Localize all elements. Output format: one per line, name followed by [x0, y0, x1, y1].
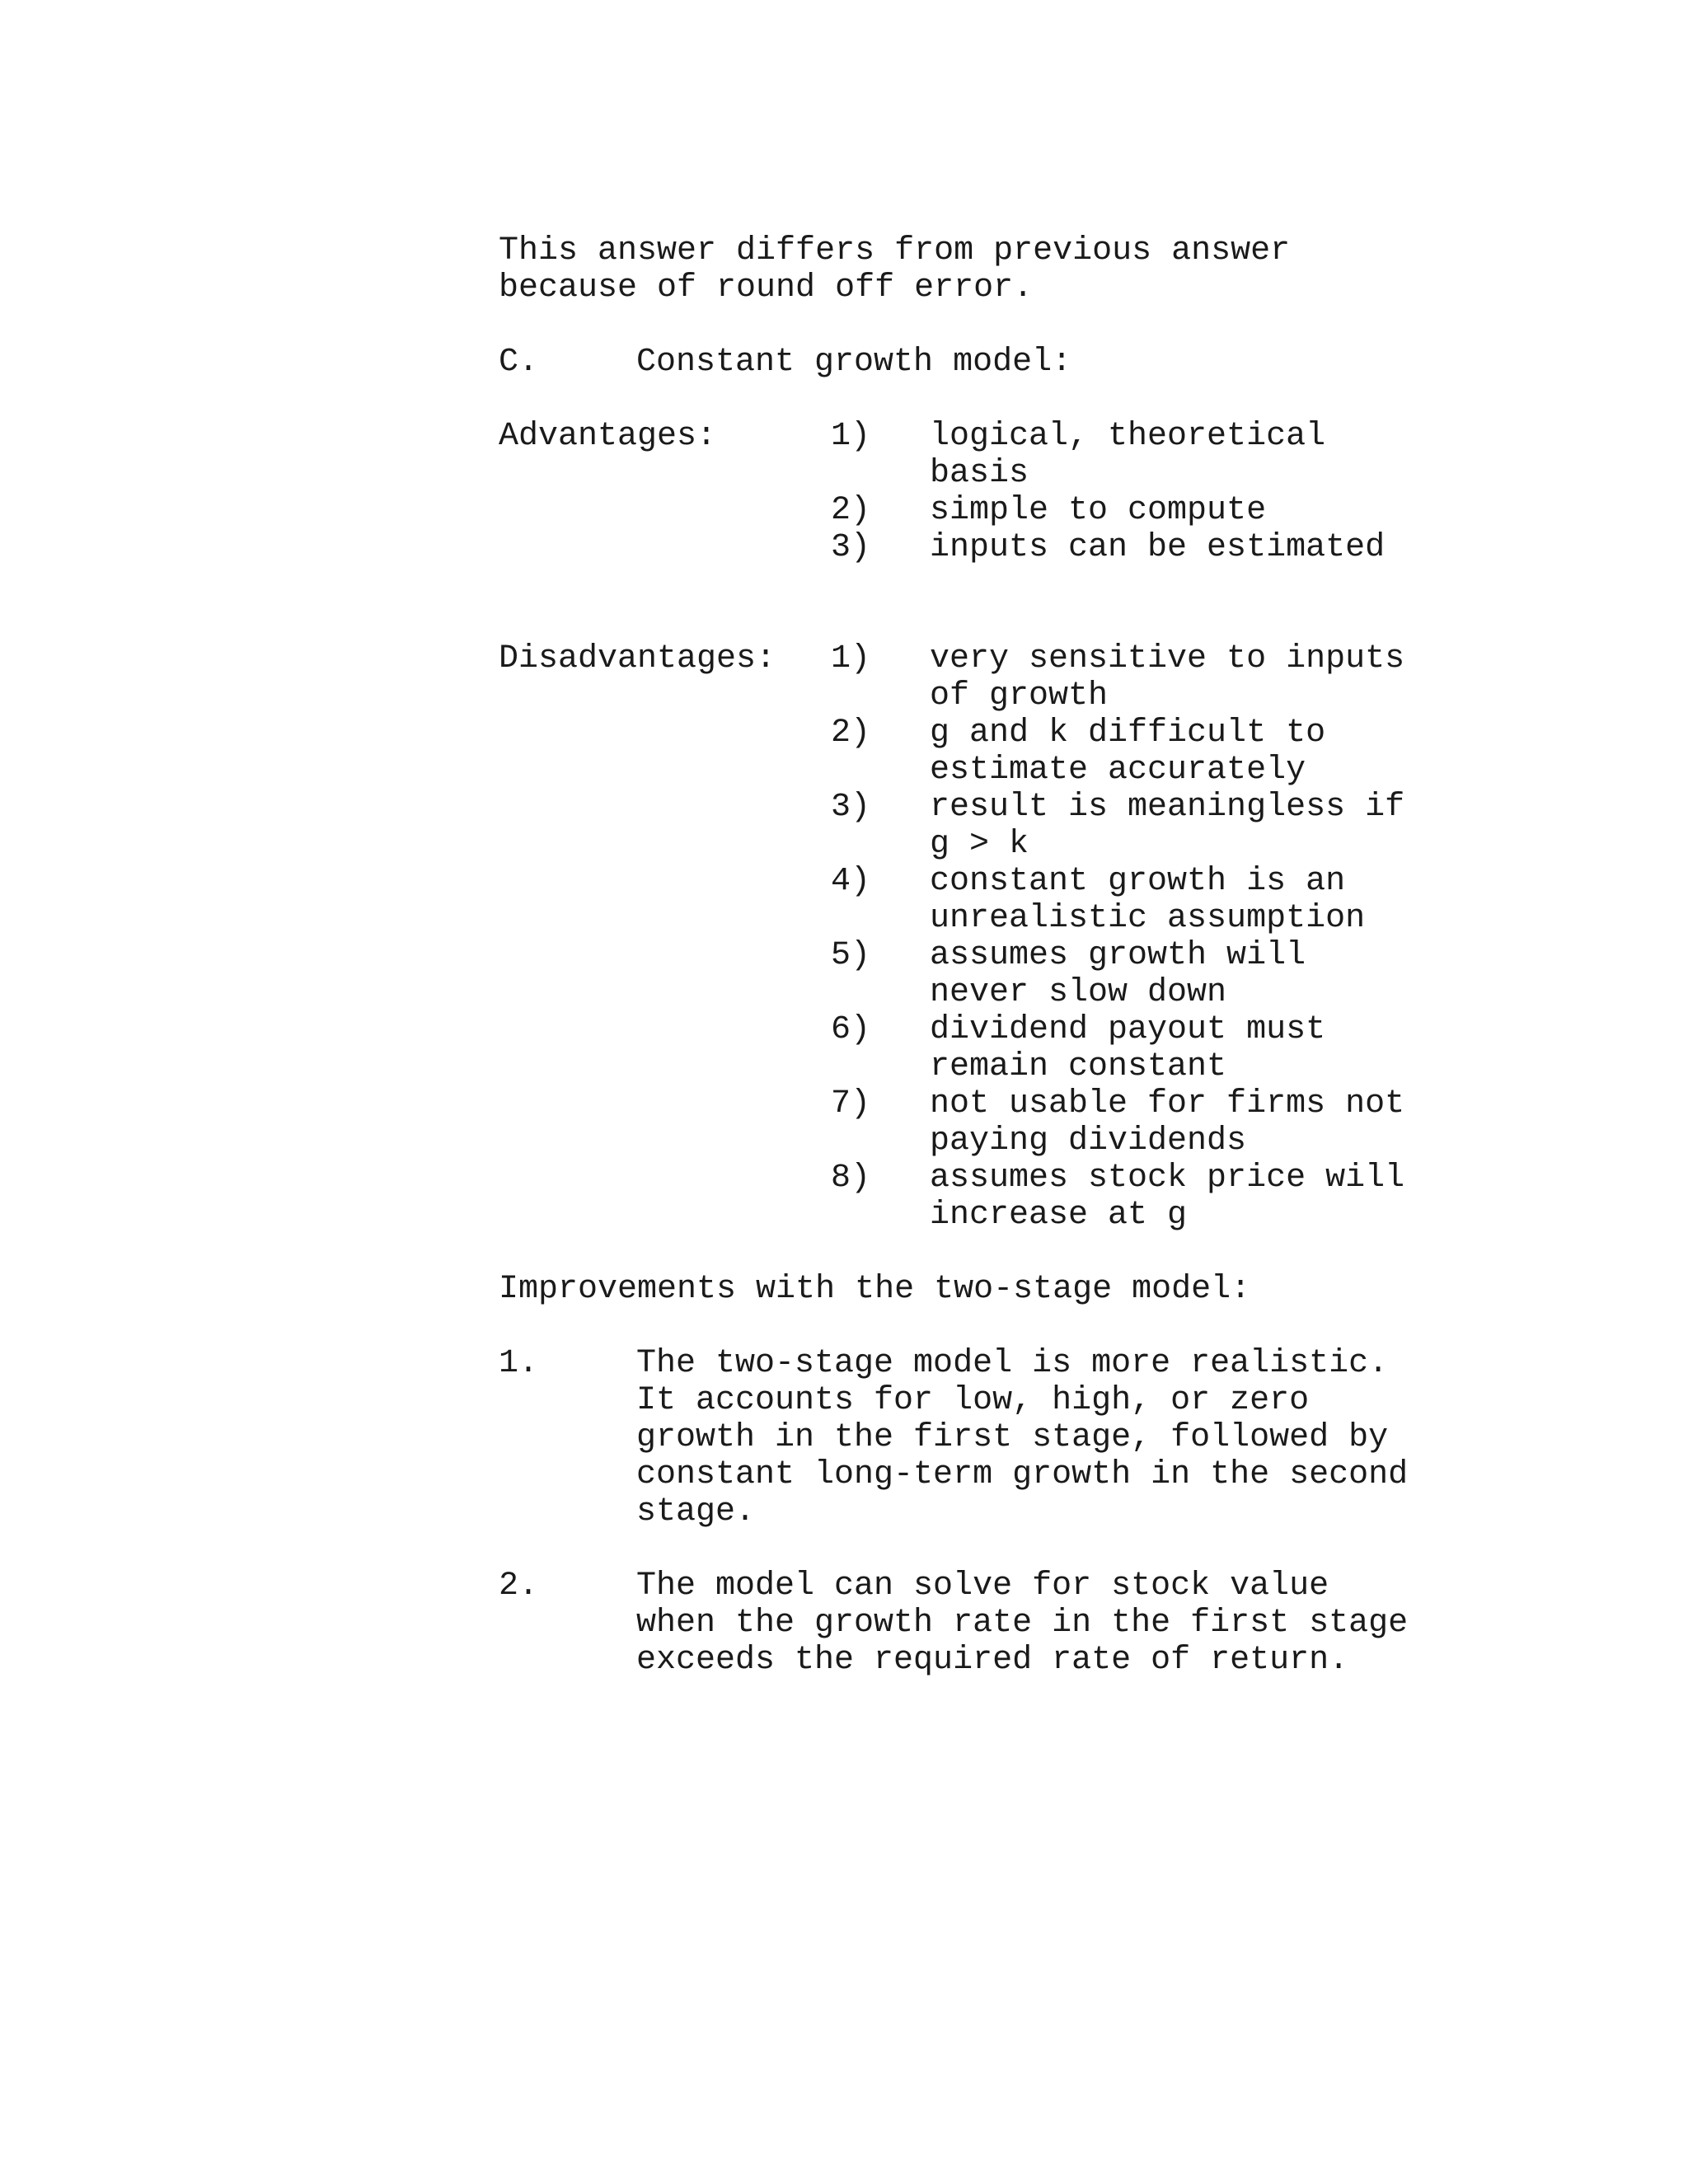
disadvantage-text: increase at g — [930, 1197, 1188, 1234]
disadvantage-text: not usable for firms not — [930, 1085, 1405, 1122]
advantage-text: logical, theoretical — [930, 418, 1326, 455]
disadvantage-text: assumes stock price will — [930, 1160, 1405, 1197]
disadvantage-text: of growth — [930, 677, 1109, 715]
improvements-heading: Improvements with the two-stage model: — [499, 1271, 1251, 1308]
disadvantage-text: unrealistic assumption — [930, 900, 1366, 937]
disadvantage-text: paying dividends — [930, 1122, 1247, 1160]
disadvantage-number: 2) — [831, 715, 871, 752]
advantage-number: 1) — [831, 418, 871, 455]
intro-line-1: This answer differs from previous answer — [499, 232, 1291, 269]
advantage-number: 3) — [831, 529, 871, 566]
improvement-number: 2. — [499, 1568, 539, 1605]
disadvantage-number: 5) — [831, 937, 871, 974]
disadvantage-number: 6) — [831, 1011, 871, 1048]
disadvantages-label: Disadvantages: — [499, 640, 776, 677]
disadvantage-number: 4) — [831, 863, 871, 900]
advantage-number: 2) — [831, 492, 871, 529]
disadvantage-text: never slow down — [930, 974, 1227, 1011]
disadvantage-text: g > k — [930, 826, 1029, 863]
improvement-text: stage. — [636, 1493, 756, 1530]
disadvantage-text: dividend payout must — [930, 1011, 1326, 1048]
disadvantage-number: 8) — [831, 1160, 871, 1197]
advantage-text: inputs can be estimated — [930, 529, 1386, 566]
disadvantage-text: g and k difficult to — [930, 715, 1326, 752]
improvement-text: growth in the first stage, followed by — [636, 1419, 1389, 1456]
improvement-text: constant long-term growth in the second — [636, 1456, 1409, 1493]
disadvantage-text: constant growth is an — [930, 863, 1346, 900]
improvement-number: 1. — [499, 1345, 539, 1382]
disadvantage-number: 7) — [831, 1085, 871, 1122]
disadvantage-text: remain constant — [930, 1048, 1227, 1085]
advantage-text: basis — [930, 455, 1029, 492]
improvement-text: The model can solve for stock value — [636, 1568, 1329, 1605]
advantage-text: simple to compute — [930, 492, 1267, 529]
section-title: Constant growth model: — [636, 344, 1072, 381]
disadvantage-text: result is meaningless if — [930, 789, 1405, 826]
disadvantage-number: 1) — [831, 640, 871, 677]
improvement-text: It accounts for low, high, or zero — [636, 1382, 1310, 1419]
advantages-label: Advantages: — [499, 418, 717, 455]
section-marker: C. — [499, 344, 539, 381]
disadvantage-text: very sensitive to inputs — [930, 640, 1405, 677]
improvement-text: when the growth rate in the first stage — [636, 1605, 1409, 1642]
improvement-text: exceeds the required rate of return. — [636, 1642, 1349, 1679]
improvement-text: The two-stage model is more realistic. — [636, 1345, 1389, 1382]
disadvantage-number: 3) — [831, 789, 871, 826]
disadvantage-text: estimate accurately — [930, 752, 1306, 789]
intro-line-2: because of round off error. — [499, 269, 1034, 307]
disadvantage-text: assumes growth will — [930, 937, 1306, 974]
